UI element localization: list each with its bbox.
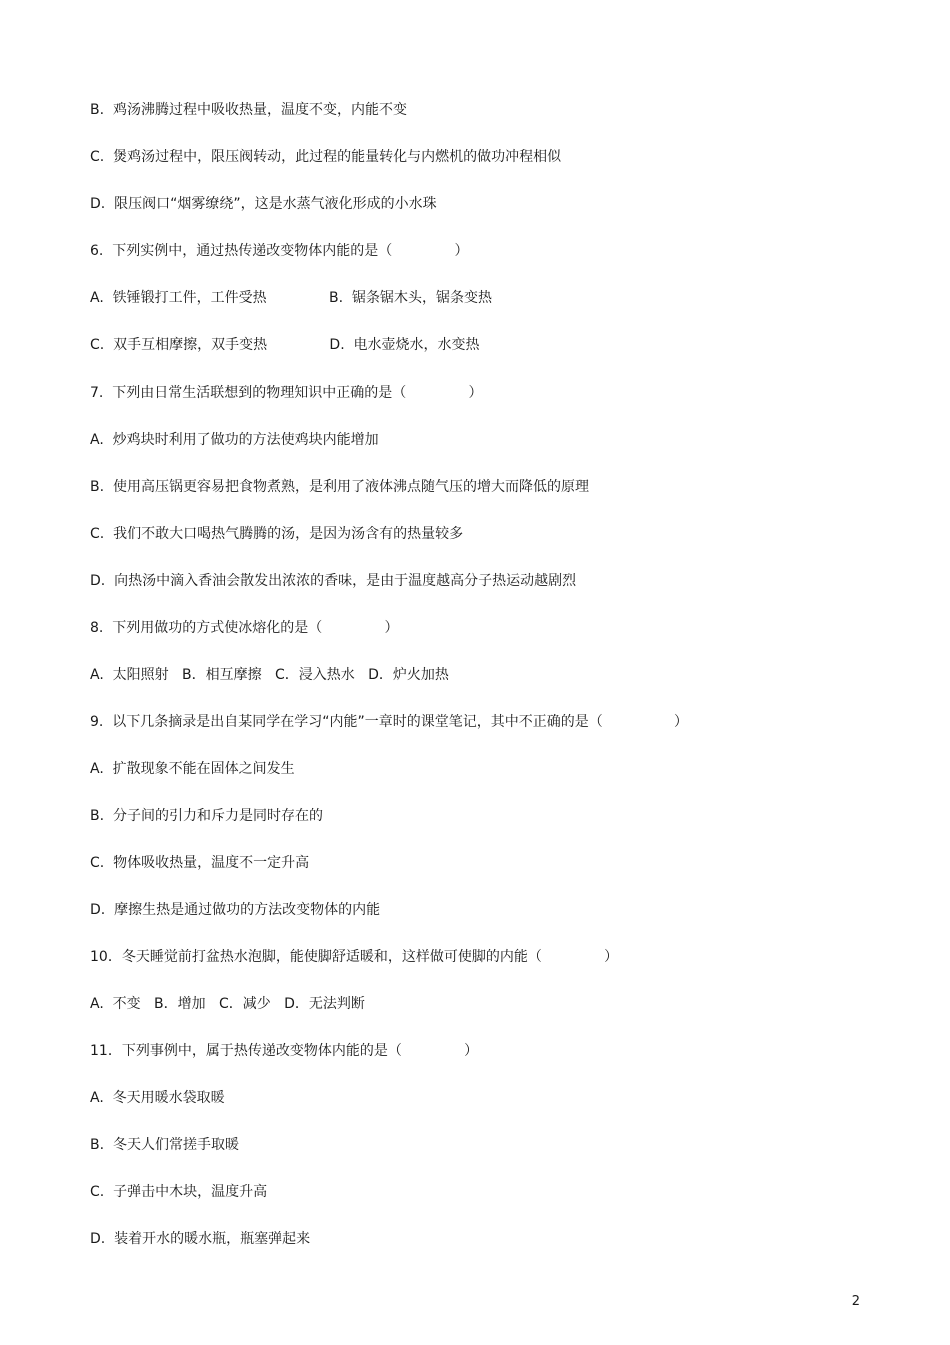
option-line: B. 鸡汤沸腾过程中吸收热量，温度不变，内能不变 — [90, 102, 407, 118]
question-line: 6. 下列实例中，通过热传递改变物体内能的是（ ） — [90, 243, 469, 259]
option-line: B. 冬天人们常搓手取暖 — [90, 1137, 239, 1153]
option-line: C. 煲鸡汤过程中，限压阀转动，此过程的能量转化与内燃机的做功冲程相似 — [90, 149, 562, 165]
page-number: 2 — [851, 1294, 860, 1309]
option-line: D. 装着开水的暖水瓶，瓶塞弹起来 — [90, 1231, 311, 1247]
option-line: B. 使用高压锅更容易把食物煮熟，是利用了液体沸点随气压的增大而降低的原理 — [90, 479, 589, 495]
option-line: A. 炒鸡块时利用了做功的方法使鸡块内能增加 — [90, 432, 379, 448]
question-line: 11．下列事例中，属于热传递改变物体内能的是（ ） — [90, 1043, 479, 1059]
option-line: D. 向热汤中滴入香油会散发出浓浓的香味，是由于温度越高分子热运动越剧烈 — [90, 573, 577, 589]
question-line: 9. 以下几条摘录是出自某同学在学习“内能”一章时的课堂笔记，其中不正确的是（ ） — [90, 714, 688, 730]
option-line: C. 物体吸收热量，温度不一定升高 — [90, 855, 310, 871]
option-line: A. 铁锤锻打工件，工件受热 B. 锯条锯木头，锯条变热 — [90, 290, 492, 306]
question-line: 7. 下列由日常生活联想到的物理知识中正确的是（ ） — [90, 385, 483, 401]
option-line: C. 我们不敢大口喝热气腾腾的汤，是因为汤含有的热量较多 — [90, 526, 464, 542]
option-line: A. 太阳照射 B．相互摩擦 C．浸入热水 D．炉火加热 — [90, 667, 449, 683]
option-line: C. 子弹击中木块，温度升高 — [90, 1184, 268, 1200]
option-line: C. 双手互相摩擦，双手变热 D. 电水壶烧水，水变热 — [90, 337, 480, 353]
option-line: A. 扩散现象不能在固体之间发生 — [90, 761, 295, 777]
option-line: D. 限压阀口“烟雾缭绕”，这是水蒸气液化形成的小水珠 — [90, 196, 437, 212]
option-line: A. 冬天用暖水袋取暖 — [90, 1090, 225, 1106]
option-line: B. 分子间的引力和斥力是同时存在的 — [90, 808, 323, 824]
question-line: 10．冬天睡觉前打盆热水泡脚，能使脚舒适暖和，这样做可使脚的内能（ ） — [90, 949, 619, 965]
option-line: D. 摩擦生热是通过做功的方法改变物体的内能 — [90, 902, 381, 918]
option-line: A. 不变 B．增加 C．减少 D．无法判断 — [90, 996, 365, 1012]
question-line: 8. 下列用做功的方式使冰熔化的是（ ） — [90, 620, 399, 636]
